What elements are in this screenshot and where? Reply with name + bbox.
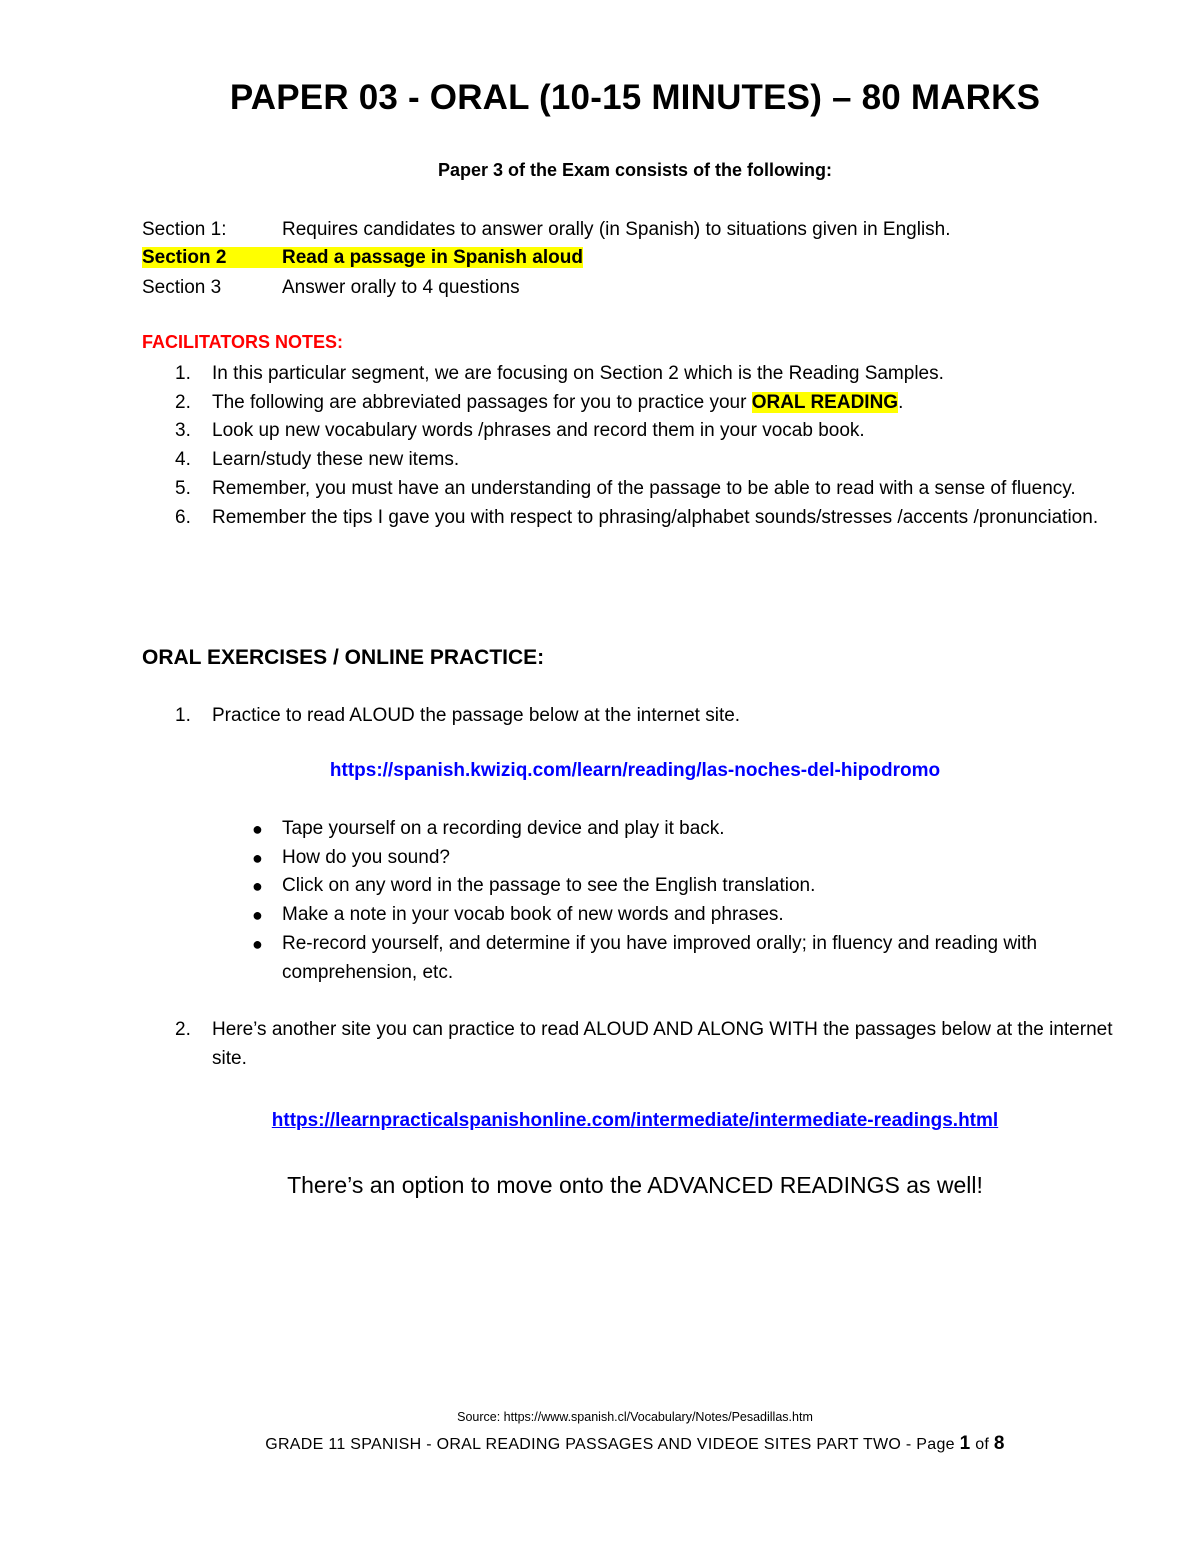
list-text: Look up new vocabulary words /phrases and record them in your vocab book. xyxy=(212,420,865,442)
bullet-icon: ● xyxy=(252,905,263,926)
list-text: Remember, you must have an understanding of the passage to be able to read with a sense of fluency. xyxy=(212,477,1076,499)
practice-bullets xyxy=(212,815,1112,987)
bullet-text: Click on any word in the passage to see the English translation. xyxy=(282,875,816,897)
list-text: Here’s another site you can practice to read ALOUD AND ALONG WITH the passages below at the internet site. xyxy=(212,1019,1113,1069)
section-label: Section 3 xyxy=(142,277,222,298)
advanced-readings-note: There’s an option to move onto the ADVANCED READINGS as well! xyxy=(287,1172,983,1198)
bullet-text: How do you sound? xyxy=(282,846,450,868)
bullet-icon: ● xyxy=(252,876,263,897)
list-item xyxy=(142,389,1122,418)
list-number: 4. xyxy=(175,449,191,471)
bullet-item xyxy=(212,872,1112,901)
section-text: Read a passage in Spanish aloud xyxy=(282,247,583,268)
bullet-item xyxy=(212,815,1112,844)
page-footer xyxy=(0,1433,1200,1455)
footer-page-number: 1 xyxy=(959,1433,971,1454)
section-1-row xyxy=(142,217,951,243)
oral-list-1 xyxy=(142,702,1122,731)
list-text: In this particular segment, we are focusing on Section 2 which is the Reading Samples. xyxy=(212,363,944,384)
bullet-text: Re-record yourself, and determine if you have improved orally; in fluency and reading with comprehension, etc. xyxy=(282,932,1038,983)
footer-of: of xyxy=(970,1436,994,1453)
list-item xyxy=(142,475,1122,504)
list-number: 2. xyxy=(175,1019,191,1040)
page-title: PAPER 03 - ORAL (10-15 MINUTES) – 80 MARKS xyxy=(229,78,1041,117)
section-text: Requires candidates to answer orally (in Spanish) to situations given in English. xyxy=(282,219,951,240)
highlighted-text: ORAL READING xyxy=(751,391,899,413)
bullet-item xyxy=(212,901,1112,930)
footer-text: GRADE 11 SPANISH - ORAL READING PASSAGES AND VIDEOE SITES PART TWO - Page xyxy=(265,1436,960,1453)
bullet-text: Tape yourself on a recording device and play it back. xyxy=(282,818,725,839)
list-number: 2. xyxy=(175,391,191,413)
list-number: 5. xyxy=(175,477,191,499)
list-number: 1. xyxy=(175,705,191,726)
kwiziq-link[interactable]: https://spanish.kwiziq.com/learn/reading/las-noches-del-hipodromo xyxy=(329,760,941,781)
list-item xyxy=(142,360,1122,389)
list-text-end: . xyxy=(898,391,904,413)
section-label: Section 2 xyxy=(142,247,227,268)
learnpractical-link-wrap xyxy=(0,1110,1200,1132)
section-2-row xyxy=(142,245,583,271)
list-item xyxy=(142,504,1122,533)
bullet-item xyxy=(212,844,1112,873)
list-item xyxy=(142,417,1122,446)
facilitators-heading: FACILITATORS NOTES: xyxy=(142,332,343,352)
bullet-icon: ● xyxy=(252,847,263,868)
list-item xyxy=(142,702,1122,731)
page-subtitle: Paper 3 of the Exam consists of the following: xyxy=(437,160,833,180)
section-label: Section 1: xyxy=(142,219,227,240)
learnpractical-link[interactable]: https://learnpracticalspanishonline.com/intermediate/intermediate-readings.html xyxy=(271,1110,999,1131)
list-text: The following are abbreviated passages for you to practice your xyxy=(212,391,752,413)
facilitators-list xyxy=(142,360,1122,532)
section-3-row xyxy=(142,275,520,301)
list-text: Remember the tips I gave you with respect to phrasing/alphabet sounds/stresses /accents /pronunciation. xyxy=(212,506,1099,528)
bullet-item xyxy=(212,930,1112,987)
source-line: Source: https://www.spanish.cl/Vocabulary/Notes/Pesadillas.htm xyxy=(457,1410,813,1424)
section-text: Answer orally to 4 questions xyxy=(282,277,520,298)
list-text: Learn/study these new items. xyxy=(212,449,460,471)
list-text: Practice to read ALOUD the passage below at the internet site. xyxy=(212,705,741,726)
oral-exercises-heading: ORAL EXERCISES / ONLINE PRACTICE: xyxy=(142,646,545,669)
bullet-text: Make a note in your vocab book of new words and phrases. xyxy=(282,904,784,926)
oral-list-2 xyxy=(142,1016,1122,1073)
footer-page-total: 8 xyxy=(993,1433,1005,1454)
list-item xyxy=(142,446,1122,475)
bullet-icon: ● xyxy=(252,819,263,839)
list-number: 6. xyxy=(175,506,191,528)
list-number: 3. xyxy=(175,420,191,442)
list-number: 1. xyxy=(175,363,191,384)
bullet-icon: ● xyxy=(252,933,263,954)
list-item xyxy=(142,1016,1122,1073)
